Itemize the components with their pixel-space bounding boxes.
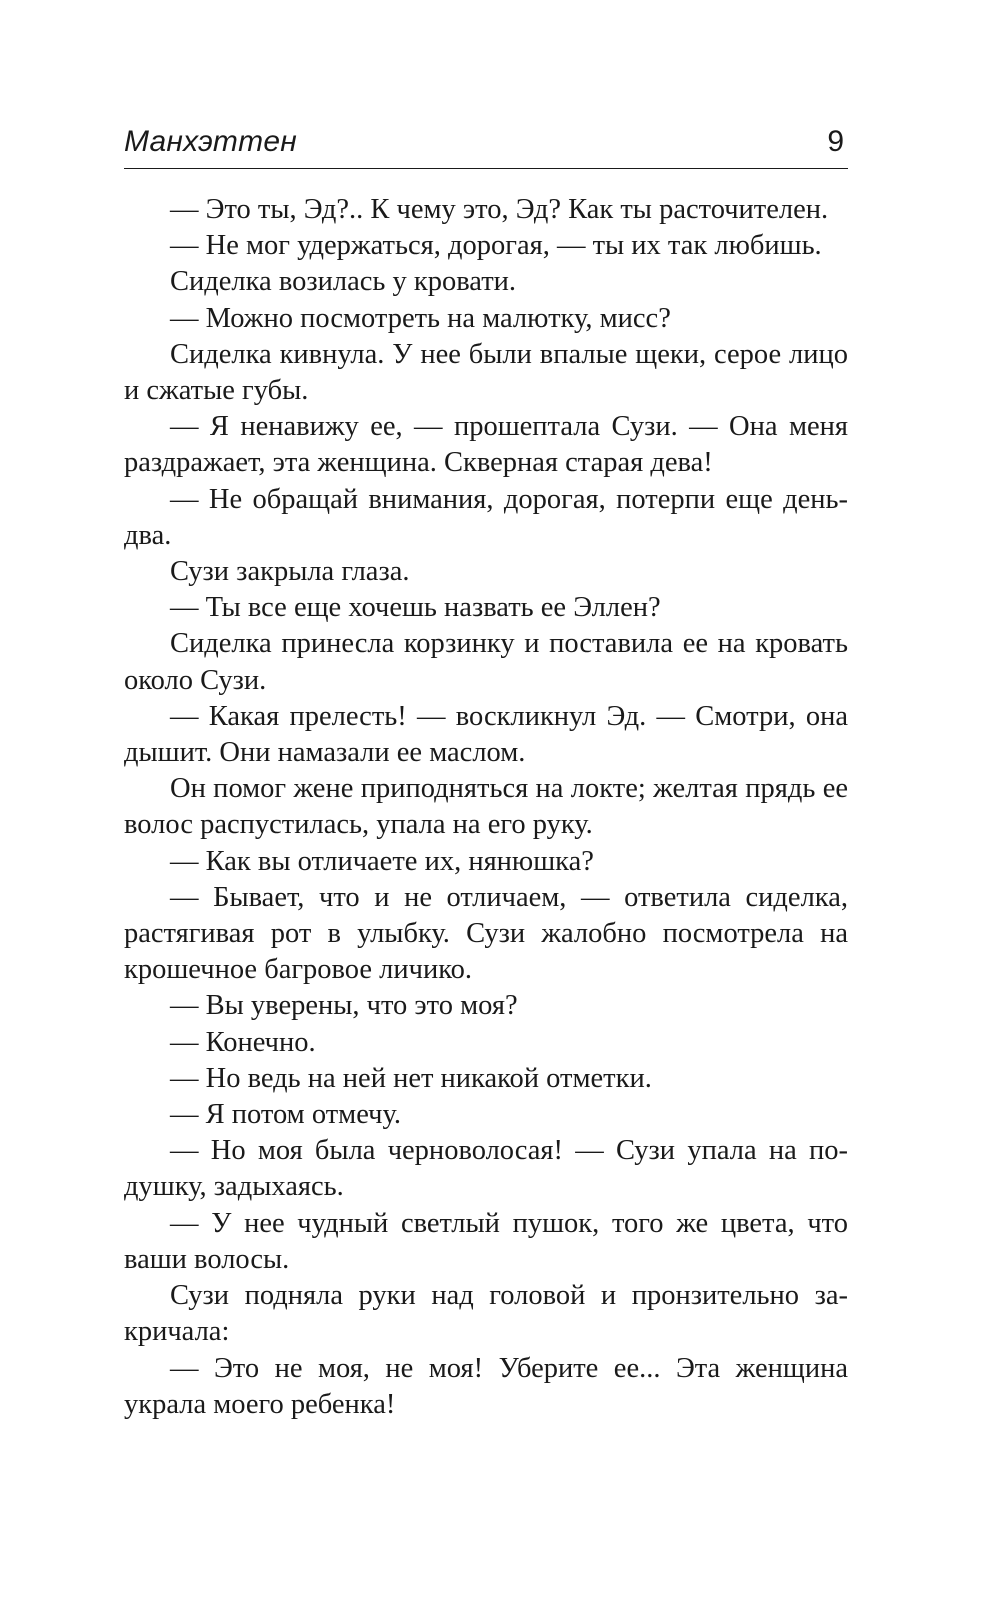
paragraph: — У нее чудный светлый пушок, того же цвета, что ваши волосы. (124, 1207, 848, 1275)
paragraph: — Но ведь на ней нет никакой отметки. (170, 1062, 652, 1094)
paragraph: Сузи закрыла глаза. (170, 556, 410, 588)
paragraph: Сиделка принесла корзинку и поставила ее на кровать около Сузи. (124, 628, 848, 696)
paragraph: — Но моя была черноволосая! — Сузи упала на подушку, задыхаясь. (124, 1135, 848, 1203)
paragraph: — Как вы отличаете их, нянюшка? (170, 845, 594, 877)
paragraph: — Можно посмотреть на малютку, мисс? (170, 302, 671, 334)
paragraph: — Какая прелесть! — воскликнул Эд. — Смотри, она дышит. Они намазали ее маслом. (124, 700, 848, 769)
paragraph: Сузи подняла руки над головой и пронзительно закричала: (124, 1280, 848, 1348)
running-header (124, 118, 848, 169)
paragraph: — Ты все еще хочешь назвать ее Эллен? (170, 592, 661, 624)
paragraph: — Конечно. (170, 1026, 316, 1058)
paragraph: — Это ты, Эд?.. К чему это, Эд? Как ты расточителен. (170, 194, 829, 225)
paragraph: Сиделка возилась у кровати. (170, 266, 517, 298)
paragraph: — Вы уверены, что это моя? (170, 990, 518, 1022)
paragraph: Сиделка кивнула. У нее были впалые щеки, серое лицо и сжатые губы. (124, 338, 848, 407)
paragraph: — Это не моя, не моя! Уберите ее... Эта женщина украла моего ребенка! (124, 1352, 848, 1420)
paragraph: — Не обращай внимания, дорогая, потерпи еще день-два. (124, 483, 848, 551)
paragraph: — Я потом отмечу. (170, 1099, 401, 1131)
page-number: 9 (827, 125, 844, 158)
body-text (124, 192, 848, 1423)
paragraph: Он помог жене приподняться на локте; желтая прядь ее волос распустилась, упала на его руку. (124, 773, 848, 841)
paragraph: — Я ненавижу ее, — прошептала Сузи. — Она меня раздражает, эта женщина. Скверная старая дева! (124, 411, 848, 479)
paragraph: — Не мог удержаться, дорогая, — ты их так любишь. (170, 230, 822, 262)
paragraph: — Бывает, что и не отличаем, — ответила сиделка, растягивая рот в улыбку. Сузи жалобно посмотрела на крошечное багровое личико. (124, 881, 848, 986)
running-title: Манхэттен (124, 125, 297, 158)
